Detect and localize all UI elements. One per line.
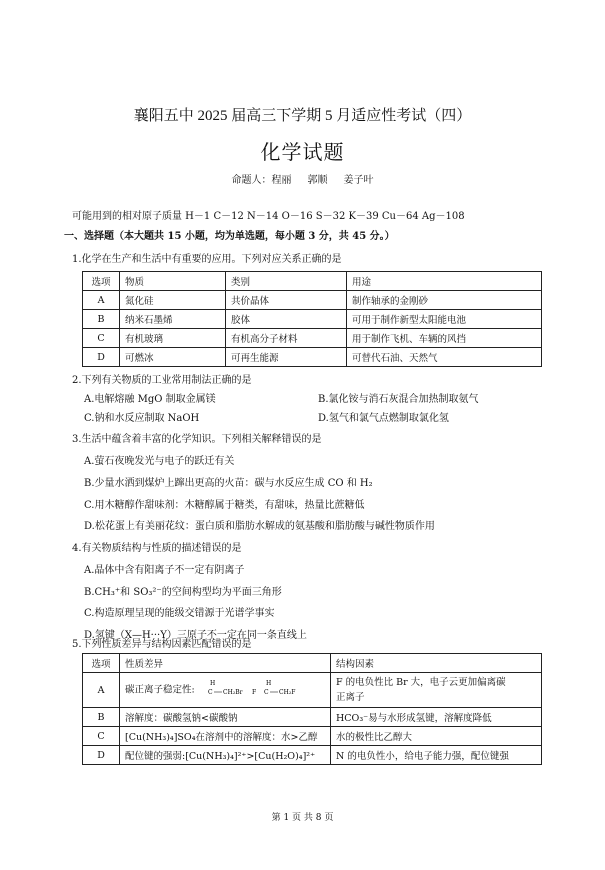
mol-label: F (251, 689, 256, 696)
q1-table (82, 271, 542, 367)
q2-option-c: C.钠和水反应制取 NaOH (84, 413, 200, 424)
table-cell: C (83, 727, 120, 746)
section-title: 一、选择题（本大题共 15 小题，均为单选题，每小题 3 分，共 45 分。） (64, 231, 395, 242)
table-cell: 可燃冰 (120, 348, 226, 367)
table-cell: 溶解度：碳酸氢钠<碳酸钠 (120, 708, 331, 727)
table-cell: 可替代石油、天然气 (347, 348, 542, 367)
table-row (83, 348, 542, 367)
q4-option-d: D.氢键（X—H···Y）三原子不一定在同一条直线上 (84, 630, 307, 641)
q5-table (82, 653, 542, 765)
table-cell-text: 正离子 (336, 692, 365, 703)
q5-stem: 5.下列性质差异与结构因素匹配错误的是 (72, 639, 252, 650)
table-cell (120, 673, 331, 708)
author-2: 郭顺 (307, 175, 328, 186)
q4-option-b: B.CH₃⁺和 SO₃²⁻的空间构型均为平面三角形 (84, 587, 282, 598)
table-cell: 配位键的强弱:[Cu(NH₃)₄]²⁺>[Cu(H₂O)₄]²⁺ (120, 746, 331, 765)
table-cell (331, 673, 542, 708)
table-cell: C (83, 329, 120, 348)
svg-text:H: H (265, 680, 271, 687)
q4-option-a: A.晶体中含有阳离子不一定有阴离子 (84, 565, 245, 576)
table-cell: A (83, 673, 120, 708)
table-cell: 用于制作飞机、车辆的风挡 (347, 329, 542, 348)
table-cell: [Cu(NH₃)₄]SO₄在溶剂中的溶解度：水>乙醇 (120, 727, 331, 746)
table-cell: 可用于制作新型太阳能电池 (347, 310, 542, 329)
q2-option-b: B.氯化铵与消石灰混合加热制取氨气 (318, 394, 479, 405)
table-cell: 有机玻璃 (120, 329, 226, 348)
table-row (83, 708, 542, 727)
carbocation-structures (204, 676, 314, 704)
table-cell: 有机高分子材料 (226, 329, 347, 348)
author-1: 命题人：程丽 (231, 175, 292, 186)
table-header: 性质差异 (120, 654, 331, 673)
mol-label: CH₂F (278, 689, 296, 696)
table-header: 结构因素 (331, 654, 542, 673)
table-row (83, 272, 542, 291)
table-row (83, 291, 542, 310)
table-cell: 水的极性比乙醇大 (331, 727, 542, 746)
mol-label: CH₂Br (222, 689, 243, 696)
q3-option-c: C.用木糖醇作甜味剂：木糖醇属于糖类，有甜味，热量比蔗糖低 (84, 500, 365, 511)
q4-stem: 4.有关物质结构与性质的描述错误的是 (72, 543, 242, 554)
authors-line (0, 171, 605, 186)
table-header: 选项 (83, 654, 120, 673)
table-header: 物质 (120, 272, 226, 291)
author-3: 姜子叶 (343, 175, 374, 186)
table-cell: 制作轴承的金刚砂 (347, 291, 542, 310)
table-row (83, 654, 542, 673)
table-row (83, 310, 542, 329)
q4-option-c: C.构造原理呈现的能级交错源于光谱学事实 (84, 608, 275, 619)
table-cell: N 的电负性小，给电子能力强，配位键强 (331, 746, 542, 765)
table-cell: HCO₃⁻易与水形成氢键，溶解度降低 (331, 708, 542, 727)
q2-option-a: A.电解熔融 MgO 制取金属镁 (84, 394, 216, 405)
table-cell: 共价晶体 (226, 291, 347, 310)
table-header: 用途 (347, 272, 542, 291)
table-row (83, 329, 542, 348)
q3-option-d: D.松花蛋上有美丽花纹：蛋白质和脂肪水解成的氨基酸和脂肪酸与碱性物质作用 (84, 521, 435, 532)
table-cell: 可再生能源 (226, 348, 347, 367)
table-cell: D (83, 348, 120, 367)
table-cell: B (83, 708, 120, 727)
table-cell: A (83, 291, 120, 310)
table-cell: B (83, 310, 120, 329)
table-row (83, 673, 542, 708)
q3-option-b: B.少量水洒到煤炉上蹿出更高的火苗：碳与水反应生成 CO 和 H₂ (84, 478, 373, 489)
table-header: 选项 (83, 272, 120, 291)
table-cell: 纳米石墨烯 (120, 310, 226, 329)
q2-option-d: D.氢气和氯气点燃制取氯化氢 (318, 413, 449, 424)
table-cell-text: 碳正离子稳定性: (125, 684, 195, 696)
mol-label: H (209, 680, 215, 687)
table-cell-text: F 的电负性比 Br 大，电子云更加偏离碳 (336, 677, 506, 688)
svg-text:C: C (263, 689, 269, 696)
page-footer: 第 1 页 共 8 页 (271, 813, 334, 823)
q3-stem: 3.生活中蕴含着丰富的化学知识。下列相关解释错误的是 (72, 434, 322, 445)
table-header: 类别 (226, 272, 347, 291)
q1-stem: 1.化学在生产和生活中有重要的应用。下列对应关系正确的是 (72, 254, 342, 265)
table-cell: 胶体 (226, 310, 347, 329)
table-cell: 氮化硅 (120, 291, 226, 310)
exam-subtitle: 化学试题 (260, 142, 345, 164)
atomic-masses: 可能用到的相对原子质量 H－1 C－12 N－14 O－16 S－32 K－39 Cu－64 Ag－108 (72, 211, 465, 222)
q3-option-a: A.萤石夜晚发光与电子的跃迁有关 (84, 456, 235, 467)
q2-stem: 2.下列有关物质的工业常用制法正确的是 (72, 375, 252, 386)
table-cell: D (83, 746, 120, 765)
exam-title: 襄阳五中 2025 届高三下学期 5 月适应性考试（四） (133, 108, 472, 124)
table-row (83, 727, 542, 746)
table-row (83, 746, 542, 765)
mol-label: C (207, 689, 213, 696)
